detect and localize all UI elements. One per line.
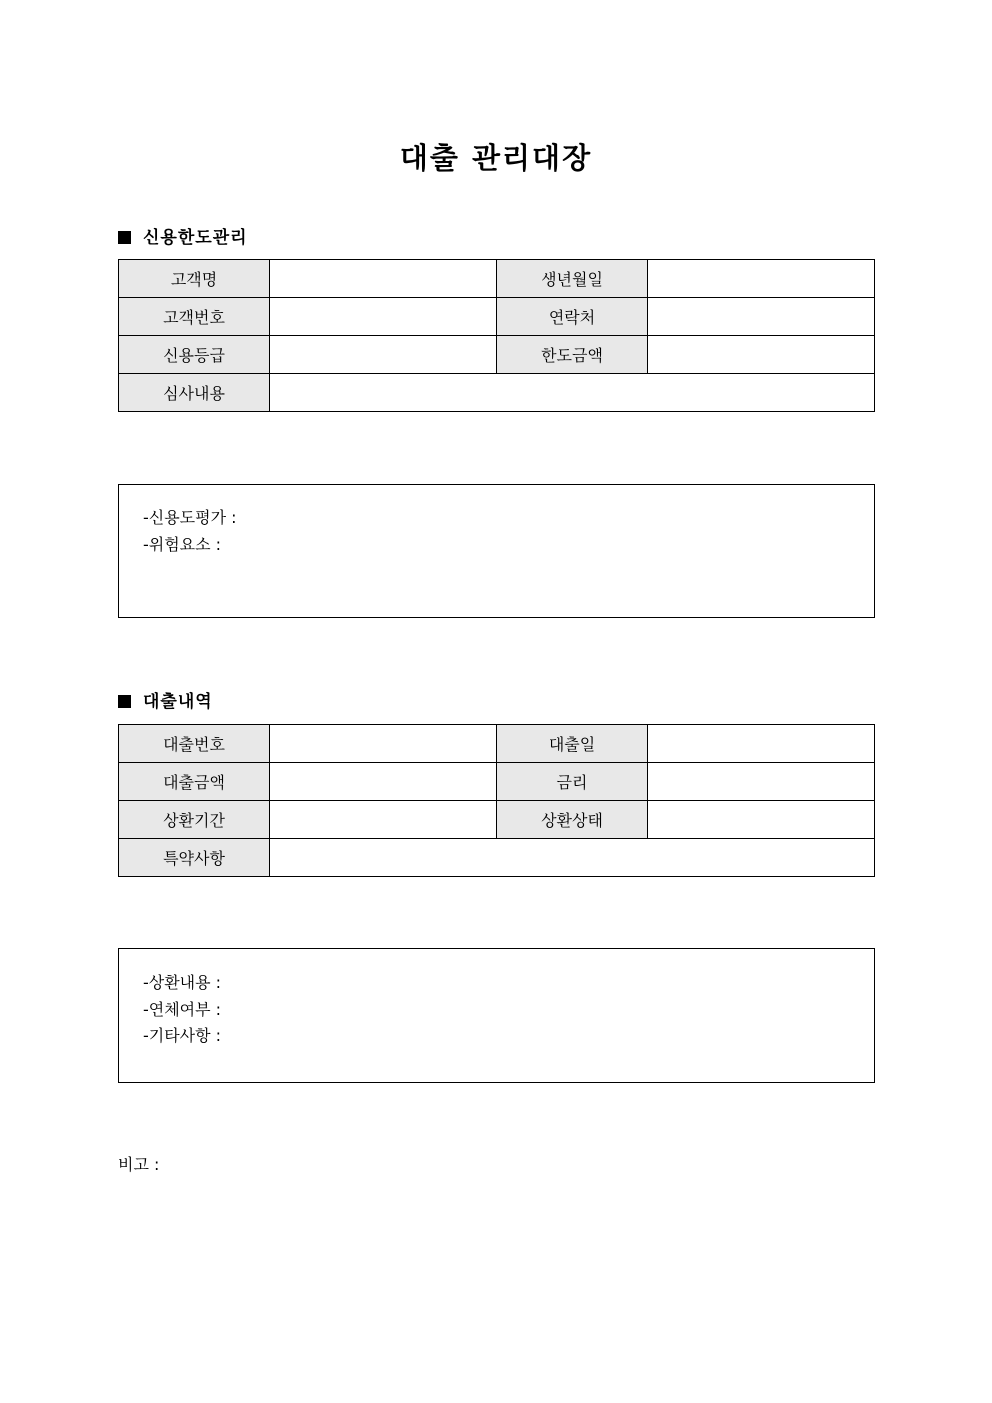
label-cell: 대출번호 [119, 725, 270, 763]
credit-table [118, 259, 875, 412]
credit-notes-box[interactable] [118, 484, 875, 618]
section-heading-text: 대출내역 [143, 692, 213, 712]
note-line: -연체여부 : [143, 1000, 222, 1019]
value-cell[interactable] [270, 298, 497, 336]
note-line: -위험요소 : [143, 535, 222, 554]
loan-notes-box[interactable] [118, 948, 875, 1083]
label-cell: 대출금액 [119, 763, 270, 801]
value-cell[interactable] [648, 763, 875, 801]
label-cell: 상환기간 [119, 801, 270, 839]
table-row [119, 839, 875, 877]
value-cell[interactable] [270, 763, 497, 801]
label-cell: 고객번호 [119, 298, 270, 336]
section-heading-loan [118, 687, 213, 712]
note-line: -상환내용 : [143, 973, 222, 992]
value-cell[interactable] [648, 298, 875, 336]
value-cell[interactable] [648, 801, 875, 839]
label-cell: 금리 [497, 763, 648, 801]
table-row [119, 298, 875, 336]
table-row [119, 336, 875, 374]
loan-table [118, 724, 875, 877]
label-cell: 연락처 [497, 298, 648, 336]
note-line: -기타사항 : [143, 1026, 222, 1045]
square-bullet-icon [118, 231, 131, 244]
value-cell[interactable] [270, 336, 497, 374]
page-title: 대출 관리대장 [399, 141, 593, 175]
section-heading-text: 신용한도관리 [143, 228, 248, 248]
value-cell[interactable] [270, 260, 497, 298]
section-heading-credit [118, 223, 248, 248]
label-cell: 특약사항 [119, 839, 270, 877]
label-cell: 심사내용 [119, 374, 270, 412]
value-cell-wide[interactable] [270, 374, 875, 412]
label-cell: 대출일 [497, 725, 648, 763]
value-cell[interactable] [648, 725, 875, 763]
value-cell[interactable] [270, 725, 497, 763]
label-cell: 신용등급 [119, 336, 270, 374]
table-row [119, 725, 875, 763]
label-cell: 생년월일 [497, 260, 648, 298]
note-line: -신용도평가 : [143, 508, 237, 527]
table-row [119, 763, 875, 801]
remarks-label: 비고 : [118, 1155, 160, 1174]
value-cell[interactable] [648, 336, 875, 374]
label-cell: 상환상태 [497, 801, 648, 839]
value-cell[interactable] [270, 801, 497, 839]
value-cell-wide[interactable] [270, 839, 875, 877]
table-row [119, 260, 875, 298]
label-cell: 한도금액 [497, 336, 648, 374]
square-bullet-icon [118, 695, 131, 708]
value-cell[interactable] [648, 260, 875, 298]
table-row [119, 374, 875, 412]
label-cell: 고객명 [119, 260, 270, 298]
table-row [119, 801, 875, 839]
